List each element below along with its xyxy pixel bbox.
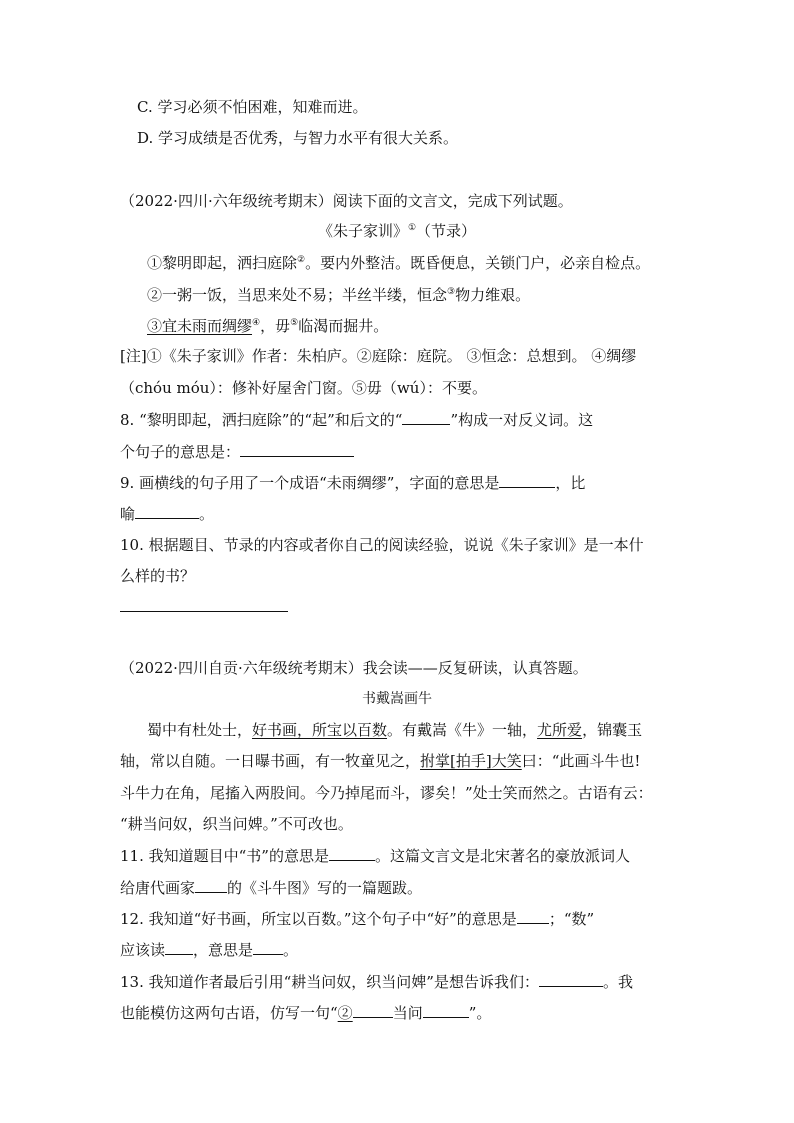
q12-text-c: 应该读 [120, 941, 166, 959]
p1-text-a: ①黎明即起，洒扫庭除 [147, 254, 298, 272]
p2l2-text-b: 曰：“此画斗牛也! [521, 752, 641, 770]
q12-text-d: ，意思是 [193, 941, 254, 959]
q13-text-b: 。我 [602, 973, 633, 991]
q12-blank-1[interactable] [517, 907, 549, 924]
question-12-line-2 [120, 938, 298, 960]
question-10-answer-line[interactable] [120, 611, 288, 612]
p2l2-text-a: 轴，常以自随。一日曝书画，有一牧童见之， [120, 752, 421, 770]
q8-blank-2[interactable] [240, 440, 354, 457]
p2-text-a: ②一粥一饭，当思来处不易；半丝半缕，恒念 [147, 286, 448, 304]
q13-text-a: 13. 我知道作者最后引用“耕当问奴，织当问婢”是想告诉我们： [120, 973, 539, 991]
passage1-para-1 [147, 252, 650, 274]
passage1-notes-line-1: [注]①《朱子家训》作者：朱柏庐。②庭除：庭院。 ③恒念：总想到。 ④绸缪 [120, 347, 637, 365]
p3-underlined: ③宜未雨而绸缪 [147, 317, 253, 335]
question-10-line-1: 10. 根据题目、节录的内容或者你自己的阅读经验，说说《朱子家训》是一本什 [120, 536, 644, 554]
q8-text-b: ”构成一对反义词。这 [450, 411, 594, 429]
question-11-line-1 [120, 844, 630, 866]
q11-text-a: 11. 我知道题目中“书”的意思是 [120, 847, 329, 865]
q11-text-d: 的《斗牛图》写的一篇题跋。 [227, 879, 423, 897]
p3-text-c: 临渴而掘井。 [298, 317, 389, 335]
question-11-line-2 [120, 876, 422, 898]
q9-text-b: ，比 [555, 474, 586, 492]
question-9-line-2 [120, 502, 214, 524]
p1-text-b: 。要内外整洁。既昏便息，关锁门户，必亲自检点。 [305, 254, 651, 272]
q9-text-a: 9. 画横线的句子用了一个成语“未雨绸缪”，字面的意思是 [120, 474, 500, 492]
passage2-line-3: 斗牛力在角，尾搐入两股间。今乃掉尾而斗，谬矣！”处士笑而然之。古语有云： [120, 784, 653, 802]
q13-text-d: 当问 [392, 1004, 423, 1022]
question-8-line-1 [120, 408, 593, 430]
p3-note-1: ④ [252, 318, 261, 328]
question-13-line-1 [120, 970, 633, 992]
passage1-header: （2022·四川·六年级统考期末）阅读下面的文言文，完成下列试题。 [120, 192, 573, 210]
question-9-line-1 [120, 471, 585, 493]
p3-text-b: ，毋 [260, 317, 291, 335]
passage1-para-2 [147, 284, 530, 306]
q11-blank-1[interactable] [329, 844, 375, 861]
q12-text-e: 。 [283, 941, 299, 959]
passage2-line-4: “耕当问奴，织当问婢。”不可改也。 [120, 815, 353, 833]
passage1-title-suffix: （节录） [416, 222, 477, 240]
q12-blank-3[interactable] [253, 938, 283, 955]
passage2-line-1 [147, 719, 642, 741]
passage2-header: （2022·四川自贡·六年级统考期末）我会读——反复研读，认真答题。 [120, 659, 588, 677]
passage1-title-text: 《朱子家训》 [317, 222, 408, 240]
p2l1-text-b: 。有戴嵩《牛》一轴， [387, 721, 538, 739]
p2-text-b: 物力维艰。 [455, 286, 531, 304]
q9-text-d: 。 [199, 505, 215, 523]
q11-text-c: 给唐代画家 [120, 879, 196, 897]
q12-text-b: ；“数” [548, 910, 595, 928]
p2l1-underlined-1: 好书画，所宝以百数 [252, 721, 388, 739]
passage1-title [0, 220, 794, 242]
q13-underlined-marker: ② [337, 1004, 353, 1022]
passage2-title: 书戴嵩画牛 [362, 691, 432, 707]
option-c: C. 学习必须不怕困难，知难而进。 [137, 98, 368, 116]
q13-text-e: ”。 [468, 1004, 492, 1022]
passage1-notes-line-2: （chóu móu）：修补好屋舍门窗。⑤毋（wú）：不要。 [120, 379, 487, 397]
q8-blank-1[interactable] [402, 408, 450, 425]
q13-blank-1[interactable] [539, 970, 603, 987]
question-10-line-2: 么样的书？ [120, 567, 196, 585]
p2l1-text-a: 蜀中有杜处士， [147, 721, 253, 739]
q13-blank-3[interactable] [423, 1001, 469, 1018]
q9-blank-2[interactable] [135, 502, 199, 519]
q12-blank-2[interactable] [165, 938, 193, 955]
p2-note: ③ [447, 287, 456, 297]
passage1-para-3 [147, 315, 388, 337]
q8-text-a: 8. “黎明即起，洒扫庭除”的“起”和后文的“ [120, 411, 403, 429]
q11-text-b: 。这篇文言文是北宋著名的豪放派词人 [374, 847, 630, 865]
p2l2-underlined: 拊掌[拍手]大笑 [420, 752, 522, 770]
option-d: D. 学习成绩是否优秀，与智力水平有很大关系。 [137, 129, 459, 147]
q9-text-c: 喻 [120, 505, 136, 523]
passage2-line-2 [120, 750, 640, 772]
question-13-line-2 [120, 1001, 491, 1023]
p2l1-text-c: ，锦囊玉 [582, 721, 643, 739]
q13-blank-2[interactable] [353, 1001, 393, 1018]
p3-note-2: ⑤ [290, 318, 299, 328]
q8-text-c: 个句子的意思是： [120, 443, 241, 461]
q9-blank-1[interactable] [499, 471, 555, 488]
p1-note: ② [297, 255, 306, 265]
passage1-title-note: ① [407, 223, 417, 233]
q12-text-a: 12. 我知道“好书画，所宝以百数。”这个句子中“好”的意思是 [120, 910, 517, 928]
question-8-line-2 [120, 440, 354, 462]
q13-text-c: 也能模仿这两句古语，仿写一句“ [120, 1004, 338, 1022]
question-12-line-1 [120, 907, 594, 929]
q11-blank-2[interactable] [195, 876, 227, 893]
p2l1-underlined-2: 尤所爱 [537, 721, 583, 739]
